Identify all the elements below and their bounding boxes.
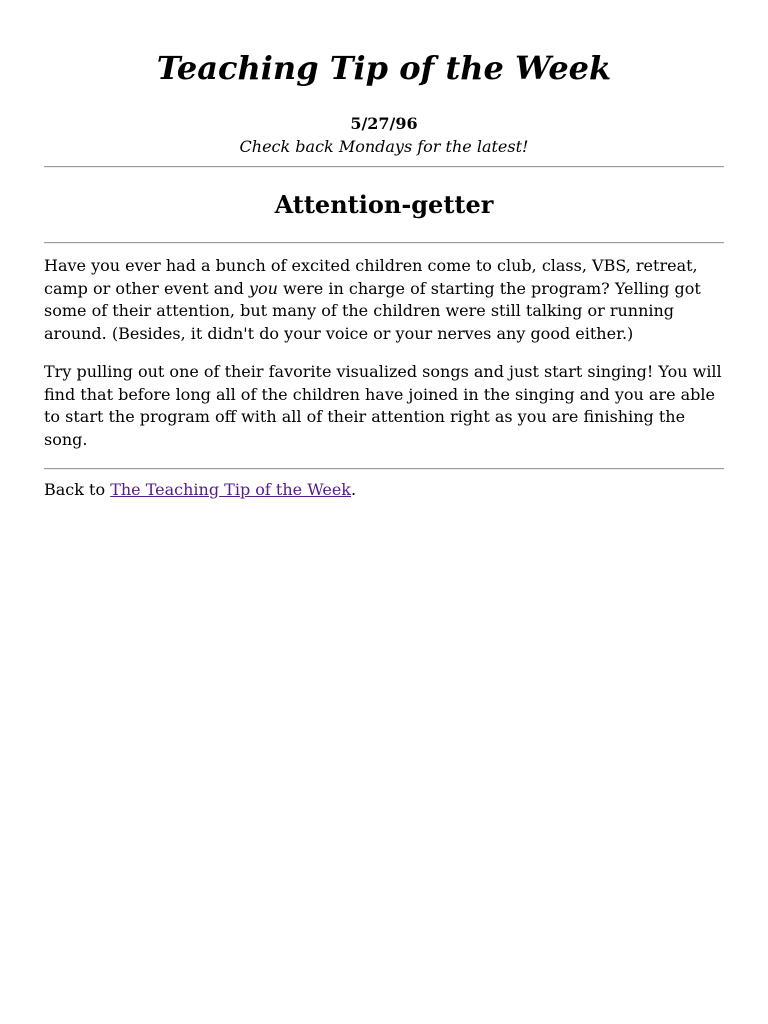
divider-bottom bbox=[44, 468, 724, 470]
tip-paragraph-1 bbox=[44, 255, 724, 345]
back-line bbox=[44, 479, 724, 502]
back-suffix: . bbox=[351, 480, 357, 499]
tip-paragraph-2: Try pulling out one of their favorite visualized songs and just start singing! You will find that before long all of the children have joined in the singing and you are able to start the program off with all of their attention right as you are finishing the song. bbox=[44, 362, 722, 449]
teaching-tip-index-link[interactable]: The Teaching Tip of the Week bbox=[110, 480, 351, 499]
divider-middle bbox=[44, 242, 724, 244]
paragraph-1-emphasis: you bbox=[248, 278, 278, 298]
paragraph-1-text-start: Have you ever had a bunch of excited children come to club, class, VBS, retreat, camp or other event and bbox=[44, 256, 698, 298]
post-date: 5/27/96 bbox=[350, 114, 418, 133]
page-meta bbox=[44, 113, 724, 158]
page-title: Teaching Tip of the Week bbox=[156, 49, 612, 87]
paragraph-1-text-end: were in charge of starting the program? Yelling got some of their attention, but many of the children were still talking or running around. (Besides, it didn't do your voice or your nerves any good either.) bbox=[44, 278, 701, 343]
back-prefix: Back to bbox=[44, 480, 111, 499]
update-note: Check back Mondays for the latest! bbox=[239, 136, 529, 156]
page-content bbox=[44, 0, 724, 502]
tip-title: Attention-getter bbox=[274, 190, 494, 219]
